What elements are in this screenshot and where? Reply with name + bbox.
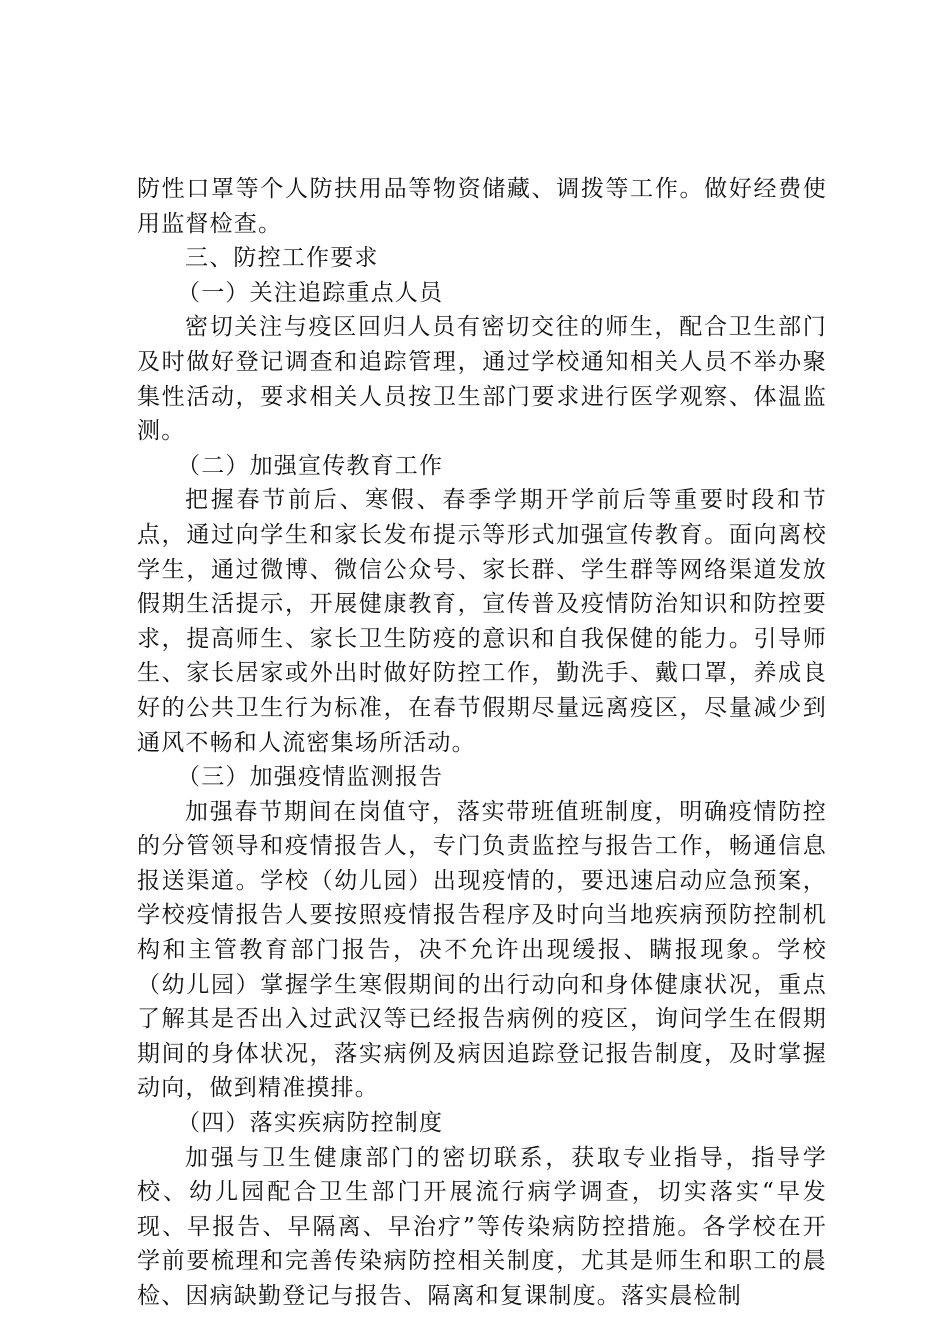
paragraph-publicity-education: 把握春节前后、寒假、春季学期开学前后等重要时段和节点，通过向学生和家长发布提示等形式加强宣传教育。面向离校学生，通过微博、微信公众号、家长群、学生群等网络渠道发放假期生活提示，开展健康教育，宣传普及疫情防治知识和防控要求，提高师生、家长卫生防疫的意识和自我保健的能力。引导师生、家长居家或外出时做好防控工作，勤洗手、戴口罩，养成良好的公共卫生行为标准，在春节假期尽量远离疫区，尽量减少到通风不畅和人流密集场所活动。 [137, 487, 827, 756]
paragraph-disease-control-system: 加强与卫生健康部门的密切联系，获取专业指导，指导学校、幼儿园配合卫生部门开展流行病学调查，切实落实“早发现、早报告、早隔离、早治疗”等传染病防控措施。各学校在开学前要梳理和完善传染病防控相关制度，尤其是师生和职工的晨检、因病缺勤登记与报告、隔离和复课制度。落实晨检制 [137, 1144, 827, 1309]
document-body [137, 172, 827, 1314]
paragraph-continuation: 防性口罩等个人防扶用品等物资储藏、调拨等工作。做好经费使用监督检查。 [137, 176, 827, 237]
paragraph-epidemic-monitoring: 加强春节期间在岗值守，落实带班值班制度，明确疫情防控的分管领导和疫情报告人，专门负责监控与报告工作，畅通信息报送渠道。学校（幼儿园）出现疫情的，要迅速启动应急预案，学校疫情报告人要按照疫情报告程序及时向当地疾病预防控制机构和主管教育部门报告，决不允许出现缓报、瞒报现象。学校（幼儿园）掌握学生寒假期间的出行动向和身体健康状况，重点了解其是否出入过武汉等已经报告病例的疫区，询问学生在假期期间的身体状况，落实病例及病因追踪登记报告制度，及时掌握动向，做到精准摸排。 [137, 798, 827, 1102]
subheading-publicity-education: （二）加强宣传教育工作 [177, 452, 444, 479]
section-heading-requirements: 三、防控工作要求 [185, 245, 379, 272]
subheading-disease-control-system: （四）落实疾病防控制度 [177, 1110, 444, 1137]
subheading-epidemic-monitoring: （三）加强疫情监测报告 [177, 764, 444, 791]
paragraph-track-key-persons: 密切关注与疫区回归人员有密切交往的师生，配合卫生部门及时做好登记调查和追踪管理，通过学校通知相关人员不举办聚集性活动，要求相关人员按卫生部门要求进行医学观察、体温监测。 [137, 314, 827, 445]
subheading-track-key-persons: （一）关注追踪重点人员 [177, 279, 444, 306]
